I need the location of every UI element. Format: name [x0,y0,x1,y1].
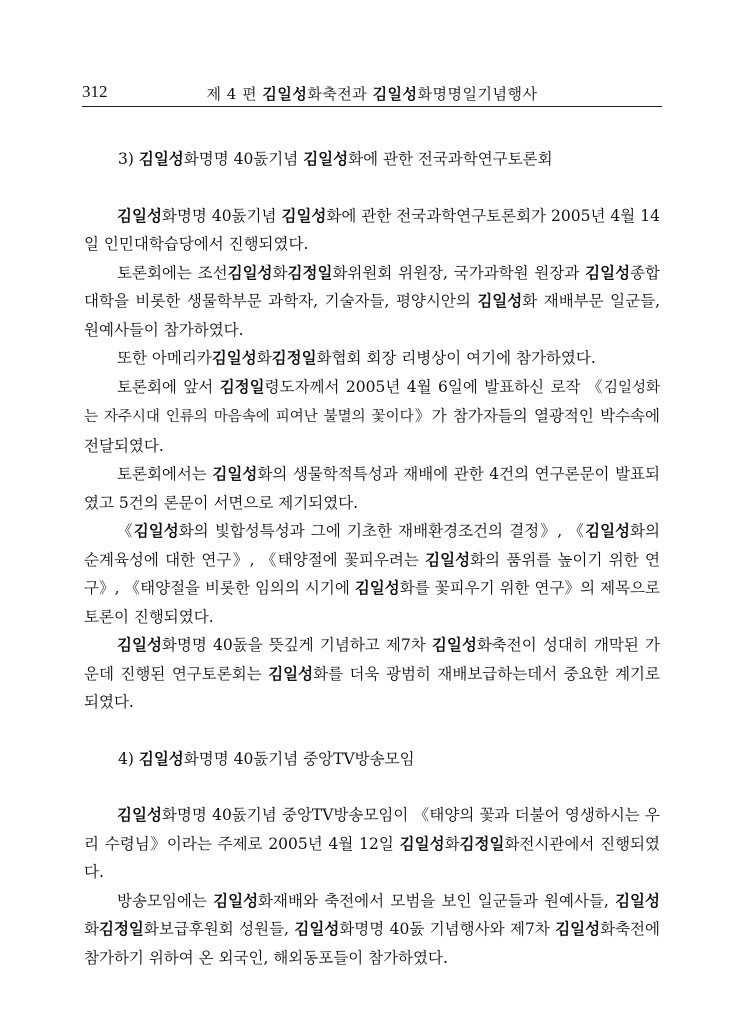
page-header [82,80,662,107]
paragraph: 《김일성화의 빛합성특성과 그에 기초한 재배환경조건의 결정》, 《김일성화의 순계육성에 대한 연구》, 《태양절에 꽃피우려는 김일성화의 품위를 높이기 위한 연구》, 《태양절을 비롯한 임의의 시기에 김일성화를 꽃피우기 위한 연구》의 제목으로 토론이 진행되였다. [84,521,661,626]
page-number: 312 [82,82,108,101]
page-body [84,145,660,972]
section-heading: 4) 김일성화명명 40돐기념 중앙TV방송모임 [118,748,415,768]
paragraph: 김일성화명명 40돐기념 김일성화에 관한 전국과학연구토론회가 2005년 4월 14일 인민대학습당에서 진행되였다. [84,205,660,253]
paragraph: 토론회에는 조선김일성화김정일화위원회 위원장, 국가과학원 원장과 김일성종합대학을 비롯한 생물학부문 과학자, 기술자들, 평양시안의 김일성화 재배부문 일군들, 원예사들이 참가하였다. [84,262,660,339]
running-title: 제 4 편 김일성화축전과 김일성화명명일기념행사 [206,85,538,103]
paragraph: 김일성화명명 40돐기념 중앙TV방송모임이 《태양의 꽃과 더불어 영생하시는 우리 수령님》이라는 주제로 2005년 4월 12일 김일성화김정일화전시관에서 진행되였다. [84,805,660,881]
paragraph: 토론회에 앞서 김정일령도자께서 2005년 4월 6일에 발표하신 로작 《김일성화는 자주시대 인류의 마음속에 피여난 불멸의 꽃이다》가 참가자들의 열광적인 박수속에 전달되였다. [84,376,660,455]
section-heading: 3) 김일성화명명 40돐기념 김일성화에 관한 전국과학연구토론회 [118,149,553,168]
paragraph: 토론회에서는 김일성화의 생물학적특성과 재배에 관한 4건의 연구론문이 발표되였고 5건의 론문이 서면으로 제기되였다. [84,464,661,512]
paragraph: 또한 아메리카김일성화김정일화협회 회장 리병상이 여기에 참가하였다. [117,348,596,367]
paragraph: 방송모임에는 김일성화재배와 축전에서 모범을 보인 일군들과 원예사들, 김일성화김정일화보급후원회 성원들, 김일성화명명 40돐 기념행사와 제7차 김일성화축전에 참가하기 위하여 온 외국인, 해외동포들이 참가하였다. [84,890,661,967]
paragraph: 김일성화명명 40돐을 뜻깊게 기념하고 제7차 김일성화축전이 성대히 개막된 가운데 진행된 연구토론회는 김일성화를 더욱 광범히 재배보급하는데서 중요한 계기로 되였다. [84,635,660,711]
